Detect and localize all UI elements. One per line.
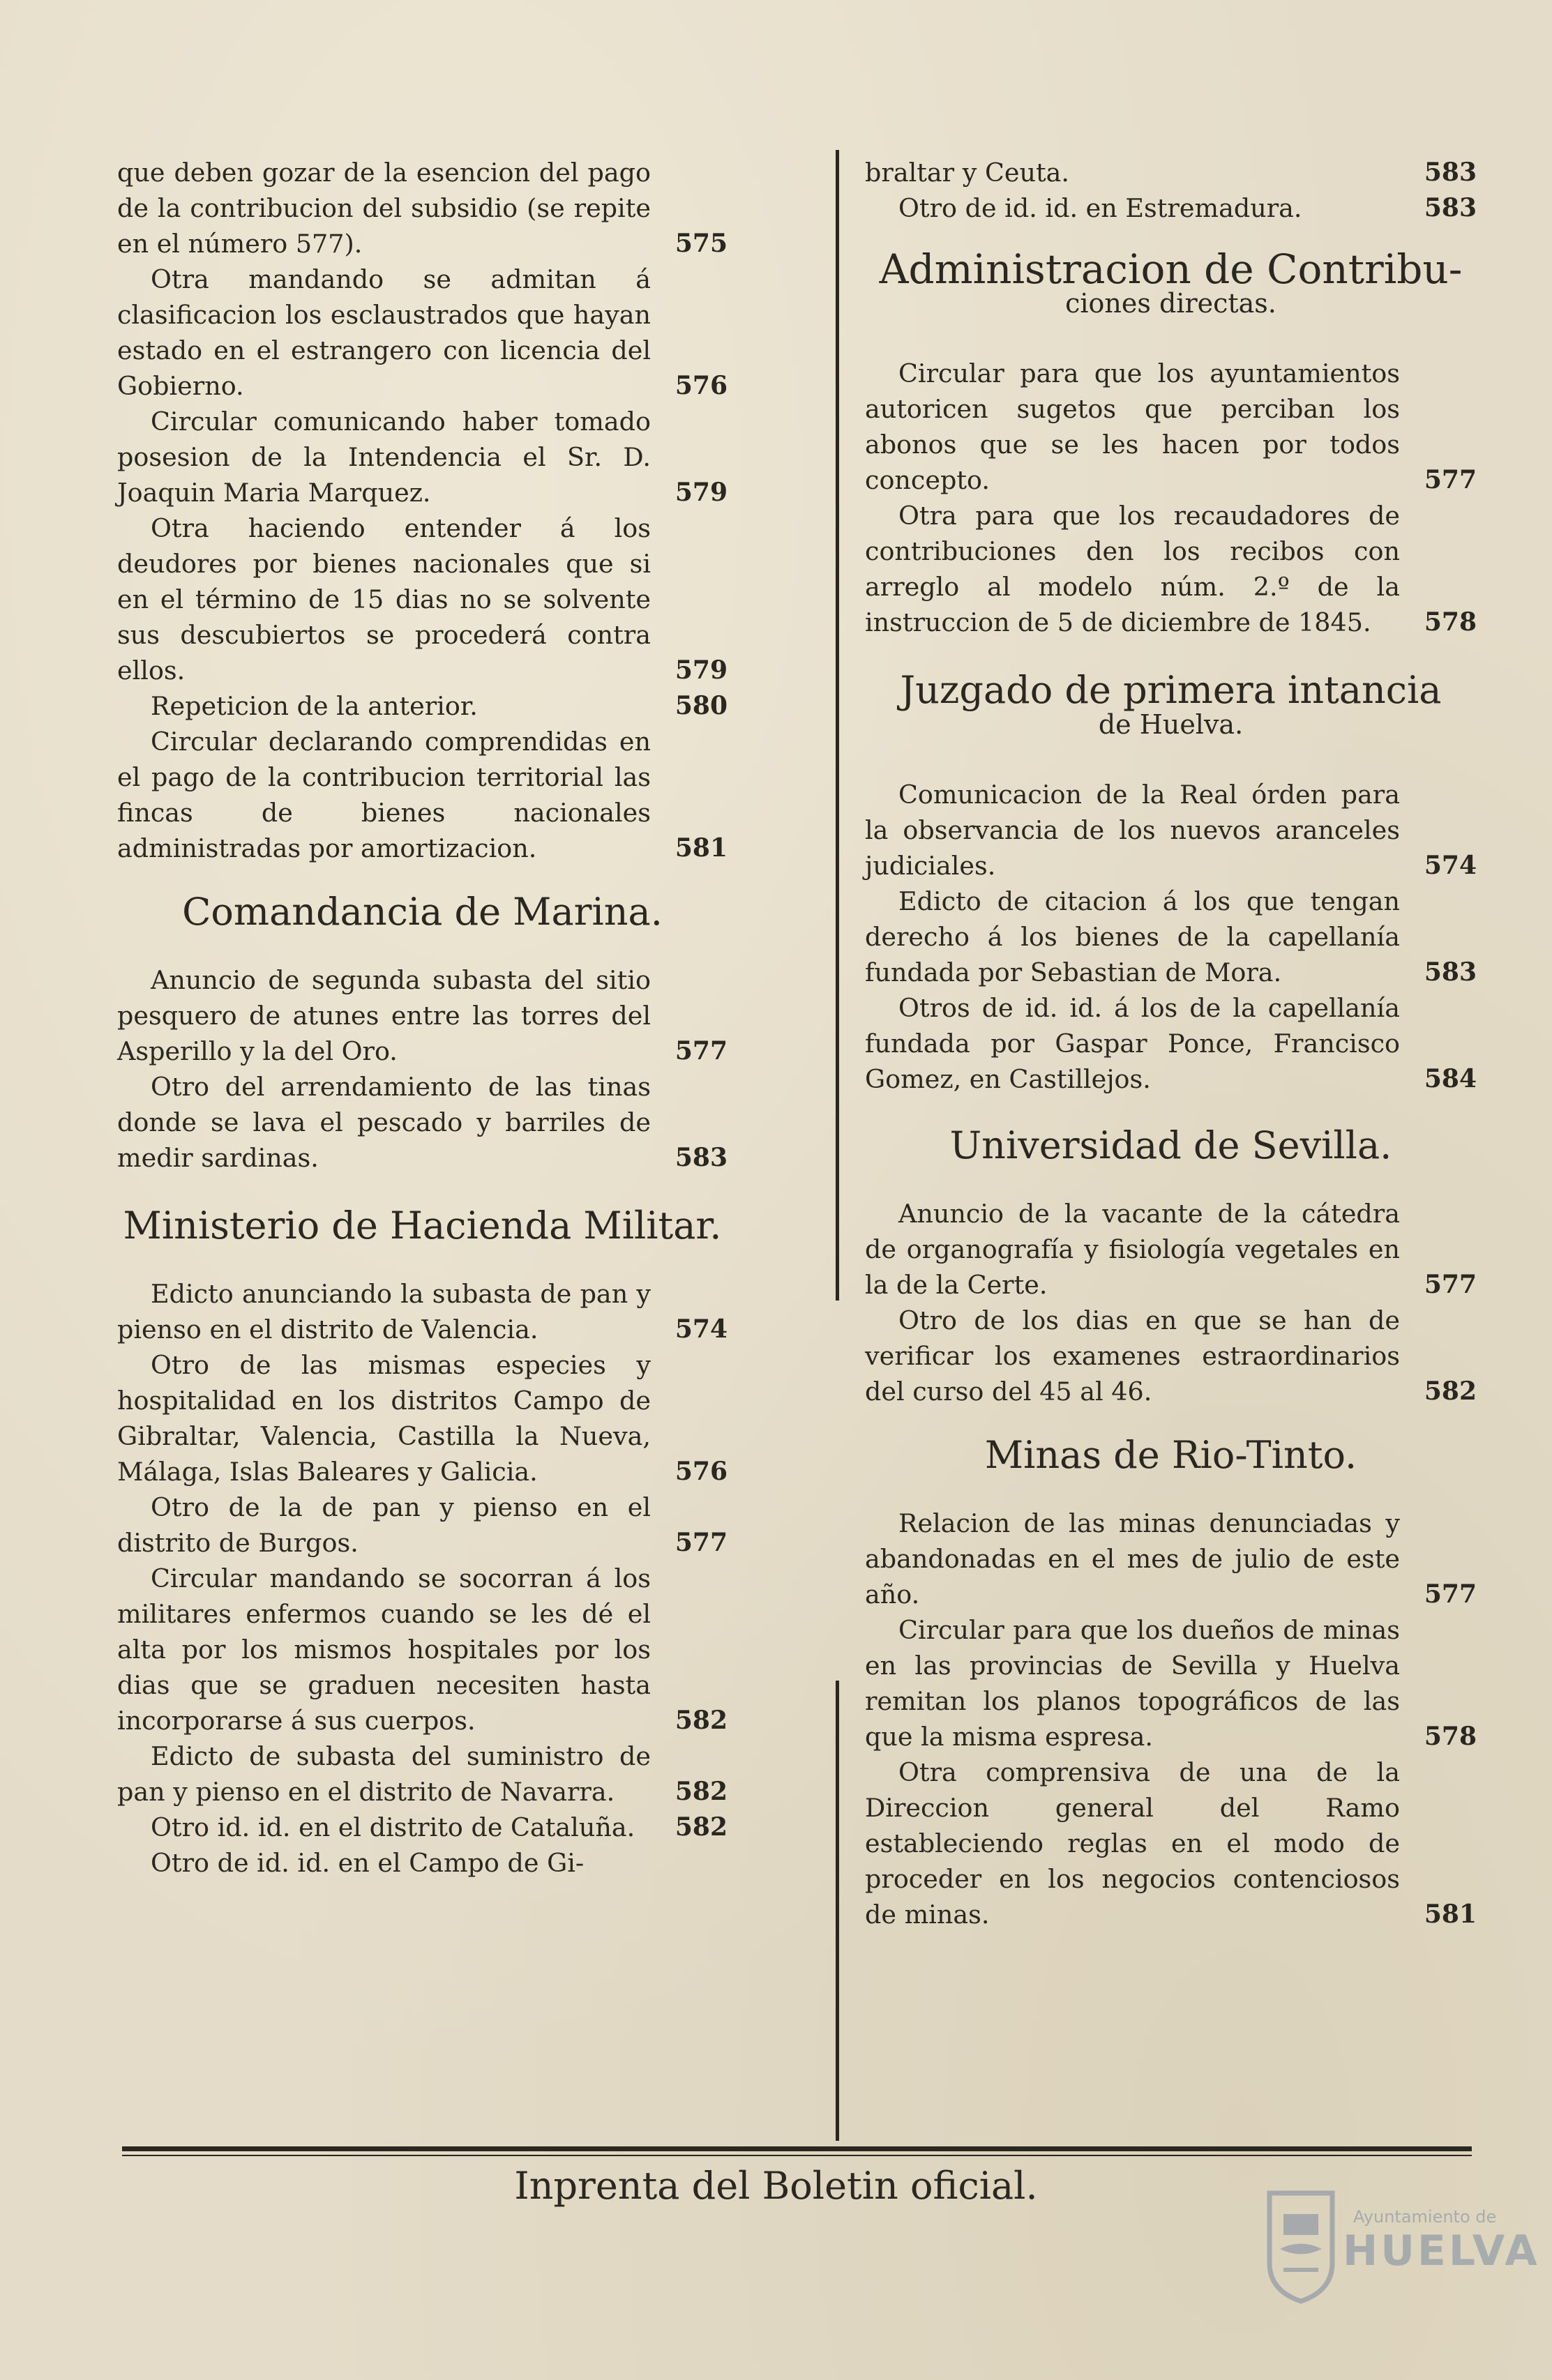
entry-page-number: 577 <box>675 1528 728 1557</box>
section-subheading-juzgado: de Huelva. <box>1098 709 1244 740</box>
entry-text: Edicto anunciando la subasta de pan y pienso en el distrito de Valencia. <box>117 1279 651 1344</box>
entry-page-number: 577 <box>1424 1270 1477 1299</box>
index-entry <box>865 1196 1477 1303</box>
entry-text: Circular mandando se socorran á los militares enfermos cuando se les dé el alta por los mismos hospitales por los dias que se graduen necesiten hasta incorporarse á sus cuerpos. <box>117 1563 651 1736</box>
column-divider <box>836 150 839 1301</box>
footer-rule <box>122 2146 1472 2151</box>
index-entry <box>117 962 728 1069</box>
section-heading-marina: Comandancia de Marina. <box>182 890 663 934</box>
entry-page-number: 584 <box>1424 1064 1477 1093</box>
index-entry <box>117 1845 728 1881</box>
index-entry <box>865 1612 1477 1754</box>
index-entry <box>117 1347 728 1490</box>
entry-page-number: 577 <box>675 1036 728 1066</box>
entry-page-number: 583 <box>675 1143 728 1172</box>
index-block <box>117 1276 728 1881</box>
watermark-top-text: Ayuntamiento de <box>1353 2207 1497 2227</box>
index-block <box>865 356 1477 640</box>
entry-page-number: 580 <box>675 691 728 720</box>
index-entry <box>117 1276 728 1347</box>
coat-of-arms-icon <box>1263 2186 1339 2305</box>
entry-text: Repeticion de la anterior. <box>151 691 478 721</box>
imprint-line: Inprenta del Boletin oficial. <box>514 2164 1038 2208</box>
entry-page-number: 578 <box>1424 1722 1477 1751</box>
entry-text: Otro id. id. en el distrito de Cataluña. <box>151 1812 635 1842</box>
index-entry <box>117 1490 728 1561</box>
entry-text: braltar y Ceuta. <box>865 158 1070 188</box>
index-entry <box>865 498 1477 640</box>
section-heading-minas: Minas de Rio-Tinto. <box>984 1433 1357 1477</box>
entry-page-number: 576 <box>675 371 728 400</box>
entry-page-number: 579 <box>675 478 728 507</box>
entry-text: Circular declarando comprendidas en el pago de la contribucion territorial las fincas de bienes nacionales administradas por amortizacion. <box>117 727 651 863</box>
entry-page-number: 576 <box>675 1457 728 1486</box>
left-column <box>117 155 728 1881</box>
entry-page-number: 577 <box>1424 465 1477 494</box>
right-column <box>865 155 1477 1932</box>
index-entry <box>117 1069 728 1176</box>
entry-page-number: 579 <box>675 655 728 685</box>
index-entry <box>117 510 728 688</box>
entry-text: Otra para que los recaudadores de contribuciones den los recibos con arreglo al modelo núm. 2.º de la instruccion de 5 de diciembre de 1845. <box>865 501 1400 637</box>
section-heading-hacienda: Ministerio de Hacienda Militar. <box>123 1204 722 1248</box>
footer-rule-thin <box>122 2155 1472 2156</box>
index-entry <box>117 155 728 262</box>
index-entry <box>117 1810 728 1845</box>
index-entry <box>865 190 1477 226</box>
watermark-city: HUELVA <box>1343 2227 1540 2275</box>
entry-text: Otro del arrendamiento de las tinas donde se lava el pescado y barriles de medir sardinas. <box>117 1072 651 1173</box>
entry-page-number: 578 <box>1424 607 1477 637</box>
index-block <box>117 155 728 866</box>
entry-page-number: 577 <box>1424 1579 1477 1609</box>
entry-text: Otra mandando se admitan á clasificacion los esclaustrados que hayan estado en el estrangero con licencia del Gobierno. <box>117 264 651 401</box>
archive-watermark <box>1263 2186 1540 2347</box>
index-block <box>865 1506 1477 1932</box>
entry-page-number: 583 <box>1424 158 1477 187</box>
index-entry <box>117 404 728 510</box>
entry-page-number: 582 <box>675 1777 728 1806</box>
entry-text: Circular para que los dueños de minas en las provincias de Sevilla y Huelva remitan los planos topográficos de las que la misma espresa. <box>865 1615 1400 1752</box>
entry-text: Otros de id. id. á los de la capellanía fundada por Gaspar Ponce, Francisco Gomez, en Castillejos. <box>865 993 1400 1094</box>
entry-text: Otro de la de pan y pienso en el distrito de Burgos. <box>117 1492 651 1558</box>
entry-page-number: 582 <box>1424 1377 1477 1406</box>
entry-page-number: 581 <box>675 833 728 863</box>
entry-text: Otro de id. id. en el Campo de Gi- <box>151 1848 585 1878</box>
entry-text: Otro de las mismas especies y hospitalidad en los distritos Campo de Gibraltar, Valencia, Castilla la Nueva, Málaga, Islas Baleares y Galicia. <box>117 1350 651 1487</box>
section-heading-juzgado: Juzgado de primera intancia <box>900 668 1442 712</box>
index-entry <box>865 990 1477 1097</box>
index-block <box>865 777 1477 1097</box>
index-entry <box>117 724 728 866</box>
index-entry <box>865 1303 1477 1409</box>
entry-text: Otro de los dias en que se han de verificar los examenes estraordinarios del curso del 45 al 46. <box>865 1305 1400 1407</box>
index-entry <box>865 155 1477 190</box>
section-heading-contribuciones: Administracion de Contribu- <box>879 245 1463 293</box>
index-entry <box>865 1506 1477 1612</box>
entry-text: Comunicacion de la Real órden para la observancia de los nuevos aranceles judiciales. <box>865 780 1400 881</box>
section-subheading-contribuciones: ciones directas. <box>1065 288 1276 319</box>
index-block <box>865 1196 1477 1409</box>
entry-text: Relacion de las minas denunciadas y abandonadas en el mes de julio de este año. <box>865 1508 1400 1609</box>
entry-page-number: 582 <box>675 1706 728 1735</box>
entry-page-number: 581 <box>1424 1900 1477 1929</box>
index-block <box>865 155 1477 226</box>
index-entry <box>117 688 728 724</box>
entry-text: que deben gozar de la esencion del pago de la contribucion del subsidio (se repite en el número 577). <box>117 158 651 259</box>
entry-text: Circular comunicando haber tomado posesion de la Intendencia el Sr. D. Joaquin Maria Marquez. <box>117 407 651 508</box>
index-block <box>117 962 728 1176</box>
index-entry <box>865 1754 1477 1932</box>
section-heading-universidad: Universidad de Sevilla. <box>949 1123 1392 1167</box>
entry-page-number: 574 <box>1424 851 1477 880</box>
entry-text: Anuncio de la vacante de la cátedra de organografía y fisiología vegetales en la de la Certe. <box>865 1199 1400 1300</box>
column-divider <box>836 1681 839 2141</box>
index-entry <box>865 356 1477 498</box>
entry-text: Circular para que los ayuntamientos autoricen sugetos que perciban los abonos que se les hacen por todos concepto. <box>865 358 1400 495</box>
entry-page-number: 575 <box>675 229 728 258</box>
entry-page-number: 583 <box>1424 957 1477 987</box>
entry-text: Edicto de citacion á los que tengan derecho á los bienes de la capellanía fundada por Sebastian de Mora. <box>865 886 1400 987</box>
entry-text: Edicto de subasta del suministro de pan y pienso en el distrito de Navarra. <box>117 1741 651 1807</box>
index-entry <box>117 1738 728 1810</box>
entry-text: Otra comprensiva de una de la Direccion general del Ramo estableciendo reglas en el modo de proceder en los negocios contenciosos de minas. <box>865 1757 1400 1930</box>
entry-text: Anuncio de segunda subasta del sitio pesquero de atunes entre las torres del Asperillo y la del Oro. <box>117 965 651 1066</box>
index-entry <box>117 1561 728 1738</box>
index-entry <box>865 884 1477 990</box>
entry-page-number: 582 <box>675 1812 728 1842</box>
index-entry <box>117 262 728 404</box>
index-entry <box>865 777 1477 884</box>
entry-text: Otro de id. id. en Estremadura. <box>898 193 1302 223</box>
entry-page-number: 583 <box>1424 193 1477 222</box>
entry-page-number: 574 <box>675 1314 728 1344</box>
entry-text: Otra haciendo entender á los deudores por bienes nacionales que si en el término de 15 dias no se solvente sus descubiertos se procederá contra ellos. <box>117 513 651 685</box>
